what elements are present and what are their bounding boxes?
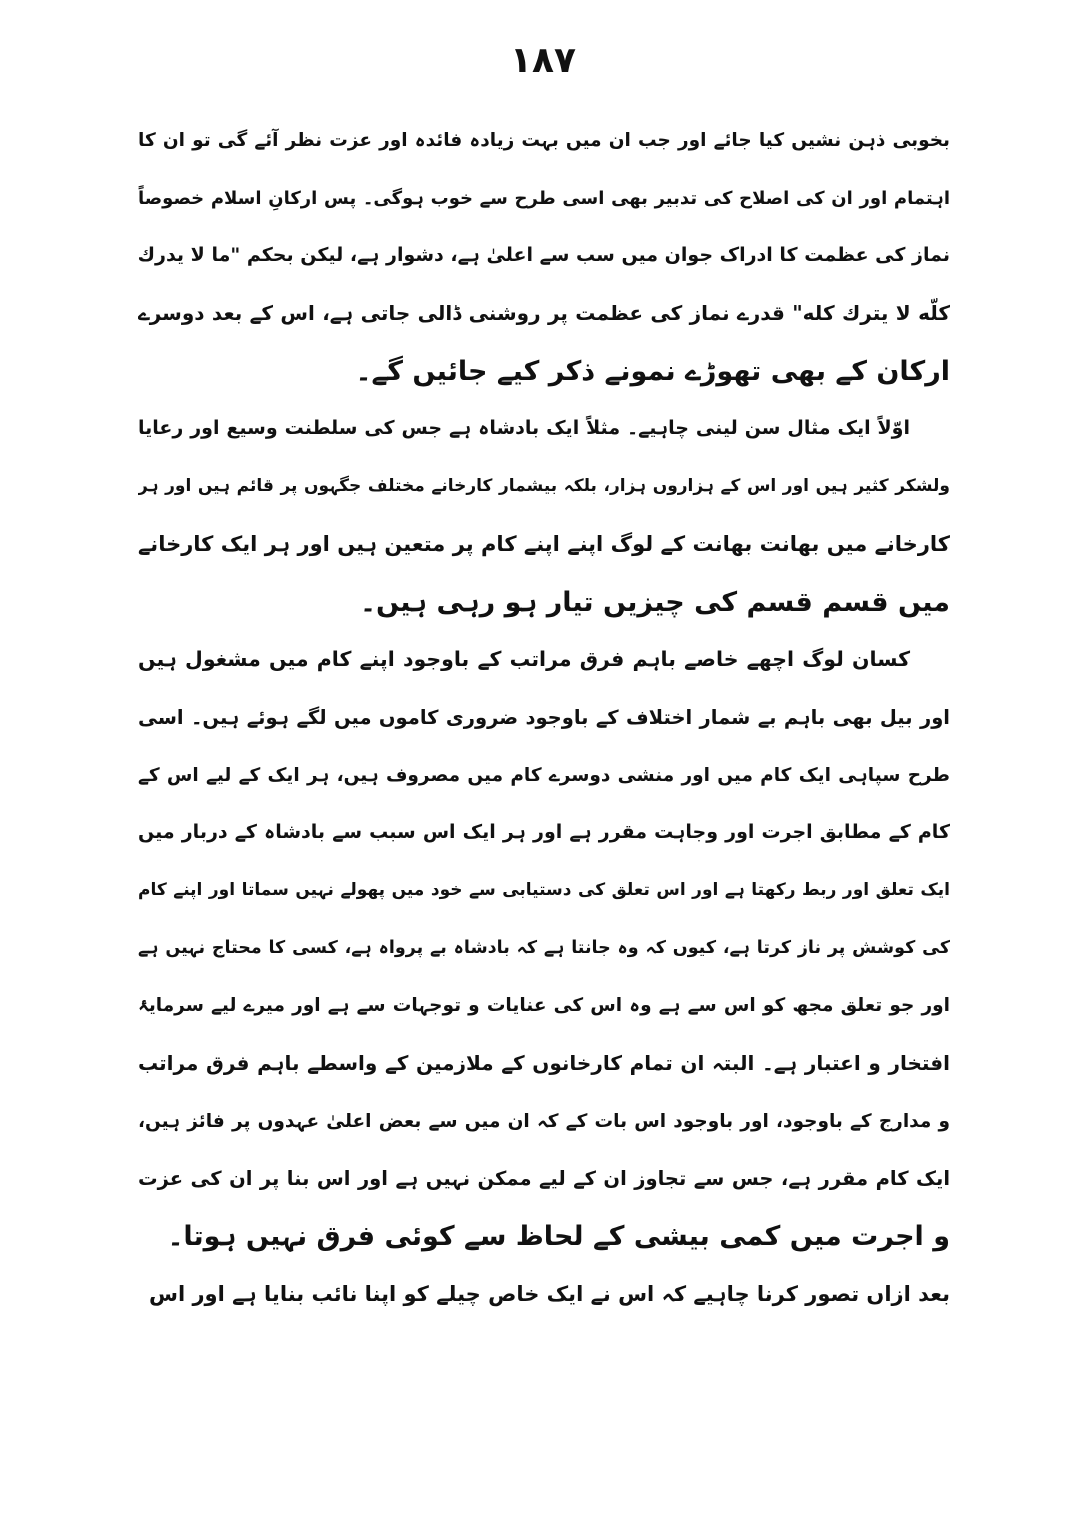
text-line: بعد ازاں تصور کرنا چاہیے کہ اس نے ایک خاص چیلے کو اپنا نائب بنایا ہے اور اس bbox=[148, 1281, 950, 1306]
text-line: اور بیل بھی باہم بے شمار اختلاف کے باوجود ضروری کاموں میں لگے ہوئے ہیں۔ اسی bbox=[138, 705, 950, 729]
text-line: نماز کی عظمت کا ادراک جوان میں سب سے اعلیٰ ہے، دشوار ہے، لیکن بحکم "ما لا یدرك bbox=[138, 244, 950, 267]
text-line: ایک تعلق اور ربط رکھتا ہے اور اس تعلق کی دستیابی سے خود میں پھولے نہیں سماتا اور اپنے کام bbox=[138, 879, 950, 900]
text-line: میں قسم قسم کی چیزیں تیار ہو رہی ہیں۔ bbox=[360, 586, 950, 618]
page-number: ١٨٧ bbox=[510, 40, 576, 81]
text-line: بخوبی ذہن نشیں کیا جائے اور جب ان میں بہت زیادہ فائدہ اور عزت نظر آئے گی تو ان کا bbox=[138, 130, 950, 151]
text-line: اوّلاً ایک مثال سن لینی چاہیے۔ مثلاً ایک بادشاہ ہے جس کی سلطنت وسیع اور رعایا bbox=[138, 417, 910, 440]
text-line: کسان لوگ اچھے خاصے باہم فرق مراتب کے باوجود اپنے کام میں مشغول ہیں bbox=[138, 647, 911, 672]
text-line: و مدارج کے باوجود، اور باوجود اس بات کے کہ ان میں سے بعض اعلیٰ عہدوں پر فائز ہیں، bbox=[138, 1110, 950, 1132]
body-text bbox=[138, 112, 950, 1323]
text-line: اہتمام اور ان کی اصلاح کی تدبیر بھی اسی طرح سے خوب ہوگی۔ پس ارکانِ اسلام خصوصاً bbox=[138, 187, 950, 209]
text-line: ولشکر کثیر ہیں اور اس کے ہزاروں ہزار، بلکہ بیشمار کارخانے مختلف جگہوں پر قائم ہیں اور ہر bbox=[138, 476, 950, 497]
text-line: افتخار و اعتبار ہے۔ البتہ ان تمام کارخانوں کے ملازمین کے واسطے باہم فرق مراتب bbox=[138, 1051, 950, 1075]
text-line: کارخانے میں بھانت بھانت کے لوگ اپنے اپنے کام پر متعین ہیں اور ہر ایک کارخانے bbox=[138, 531, 950, 556]
text-line: ایک کام مقرر ہے، جس سے تجاوز ان کے لیے ممکن نہیں ہے اور اس بنا پر ان کی عزت bbox=[138, 1167, 950, 1191]
text-line: کلّه لا یترك کله" قدرے نماز کی عظمت پر روشنی ڈالی جاتی ہے، اس کے بعد دوسرے bbox=[138, 301, 950, 326]
text-line: اور جو تعلق مجھ کو اس سے ہے وہ اس کی عنایات و توجہات سے ہے اور میرے لیے سرمایۂ bbox=[138, 995, 950, 1017]
text-line: کام کے مطابق اجرت اور وجاہت مقرر ہے اور ہر ایک اس سبب سے بادشاہ کے دربار میں bbox=[138, 821, 950, 844]
text-line: طرح سپاہی ایک کام میں اور منشی دوسرے کام میں مصروف ہیں، ہر ایک کے لیے اس کے bbox=[138, 764, 950, 786]
text-line: کی کوشش پر ناز کرتا ہے، کیوں کہ وہ جانتا ہے کہ بادشاہ بے پرواہ ہے، کسی کا محتاج نہیں ہے bbox=[138, 937, 950, 958]
text-line: ارکان کے بھی تھوڑے نمونے ذکر کیے جائیں گے۔ bbox=[355, 355, 950, 387]
text-line: و اجرت میں کمی بیشی کے لحاظ سے کوئی فرق نہیں ہوتا۔ bbox=[167, 1221, 950, 1253]
